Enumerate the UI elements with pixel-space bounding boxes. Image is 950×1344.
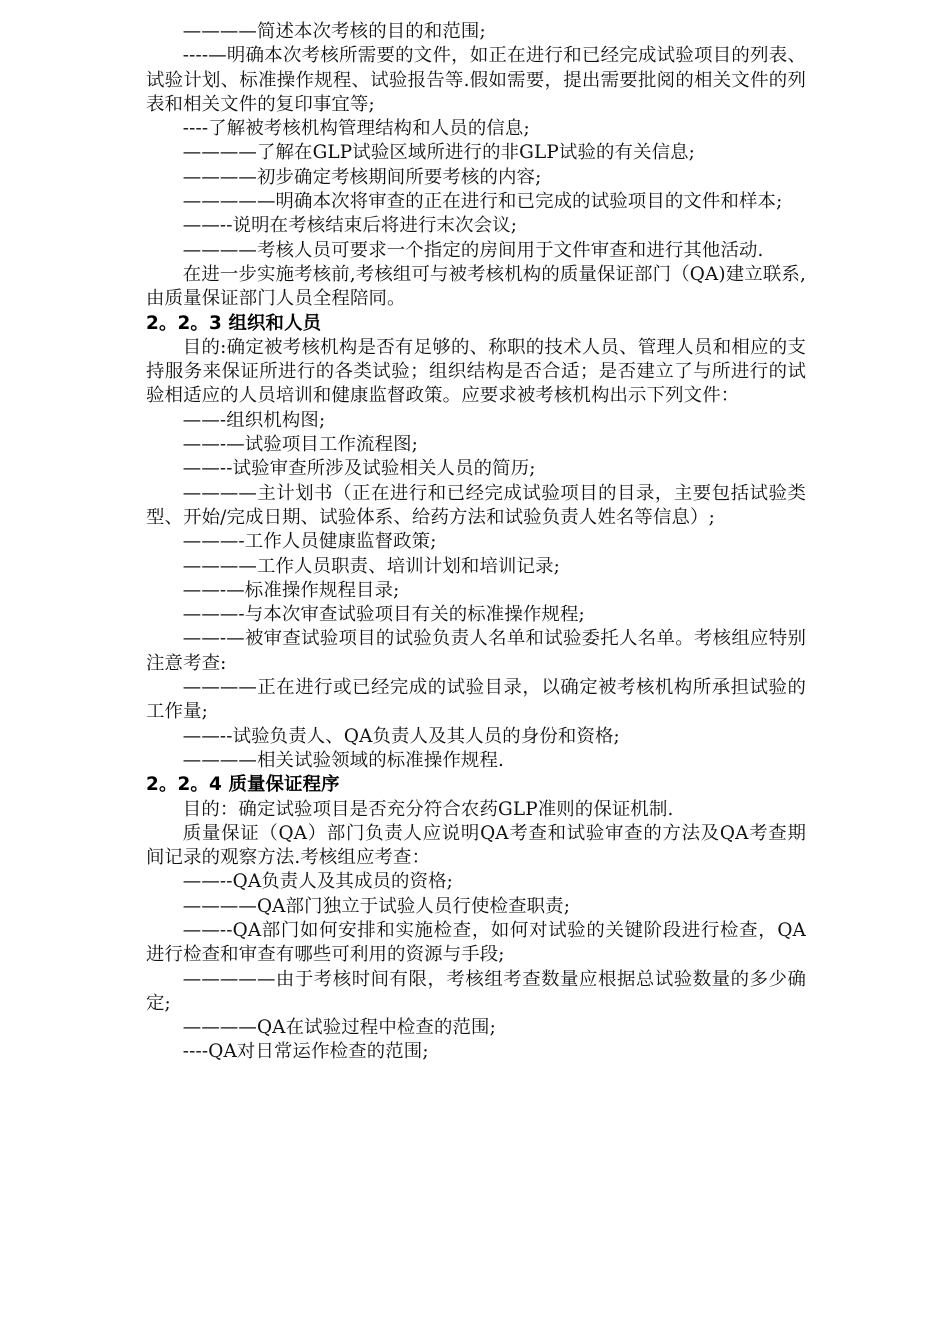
paragraph: ----了解被考核机构管理结构和人员的信息; bbox=[182, 118, 530, 140]
paragraph: ——--QA负责人及其成员的资格; bbox=[182, 871, 454, 893]
section-heading-2-2-3: 2。2。3 组织和人员 bbox=[146, 312, 322, 334]
paragraph: ----—明确本次考核所需要的文件，如正在进行和已经完成试验项目的列表、试验计划、标准操作规程、试验报告等.假如需要，提出需要批阅的相关文件的列表和相关文件的复印事宜等; bbox=[146, 45, 806, 115]
paragraph: ----QA对日常运作检查的范围; bbox=[182, 1041, 429, 1063]
paragraph: ————工作人员职责、培训计划和培训记录; bbox=[182, 555, 560, 577]
paragraph: 质量保证（QA）部门负责人应说明QA考查和试验审查的方法及QA考查期间记录的观察方法.考核组应考查： bbox=[146, 822, 806, 869]
paragraph: ————相关试验领域的标准操作规程. bbox=[182, 749, 504, 771]
paragraph: 目的：确定试验项目是否充分符合农药GLP准则的保证机制. bbox=[182, 798, 674, 820]
paragraph: ————QA在试验过程中检查的范围; bbox=[182, 1017, 496, 1039]
paragraph: ——-组织机构图; bbox=[182, 409, 326, 431]
paragraph: 在进一步实施考核前,考核组可与被考核机构的质量保证部门（QA)建立联系,由质量保证部门人员全程陪同。 bbox=[146, 263, 806, 310]
paragraph: ——--试验审查所涉及试验相关人员的简历; bbox=[182, 458, 536, 480]
paragraph: ————主计划书（正在进行和已经完成试验项目的目录，主要包括试验类型、开始/完成日期、试验体系、给药方法和试验负责人姓名等信息）; bbox=[146, 482, 806, 528]
paragraph: ————了解在GLP试验区域所进行的非GLP试验的有关信息; bbox=[182, 142, 696, 164]
paragraph: ———-与本次审查试验项目有关的标准操作规程; bbox=[182, 604, 585, 626]
paragraph: ——--说明在考核结束后将进行末次会议; bbox=[182, 215, 518, 237]
paragraph: —————明确本次将审查的正在进行和已完成的试验项目的文件和样本; bbox=[182, 191, 783, 213]
paragraph: ——--试验负责人、QA负责人及其人员的身份和资格; bbox=[182, 725, 620, 747]
paragraph: ————QA部门独立于试验人员行使检查职责; bbox=[182, 895, 571, 917]
paragraph: 目的:确定被考核机构是否有足够的、称职的技术人员、管理人员和相应的支持服务来保证所进行的各类试验；组织结构是否合适；是否建立了与所进行的试验相适应的人员培训和健康监督政策。应要求被考核机构出示下列文件： bbox=[146, 336, 806, 407]
section-heading-2-2-4: 2。2。4 质量保证程序 bbox=[146, 774, 340, 796]
paragraph: —————由于考核时间有限，考核组考查数量应根据总试验数量的多少确定; bbox=[146, 968, 806, 1014]
paragraph: ————正在进行或已经完成的试验目录，以确定被考核机构所承担试验的工作量; bbox=[146, 677, 806, 723]
paragraph: ——-—被审查试验项目的试验负责人名单和试验委托人名单。考核组应特别注意考查: bbox=[146, 628, 806, 674]
paragraph: ————简述本次考核的目的和范围; bbox=[182, 21, 486, 42]
document-page bbox=[146, 20, 806, 1065]
paragraph: ——--QA部门如何安排和实施检查，如何对试验的关键阶段进行检查，QA进行检查和审查有哪些可利用的资源与手段; bbox=[146, 919, 806, 966]
paragraph: ————考核人员可要求一个指定的房间用于文件审查和进行其他活动. bbox=[182, 239, 764, 261]
paragraph: ——-—试验项目工作流程图; bbox=[182, 434, 418, 456]
paragraph: ——-—标准操作规程目录; bbox=[182, 579, 400, 601]
paragraph: ————初步确定考核期间所要考核的内容; bbox=[182, 166, 542, 188]
paragraph: ———-工作人员健康监督政策; bbox=[182, 531, 437, 553]
